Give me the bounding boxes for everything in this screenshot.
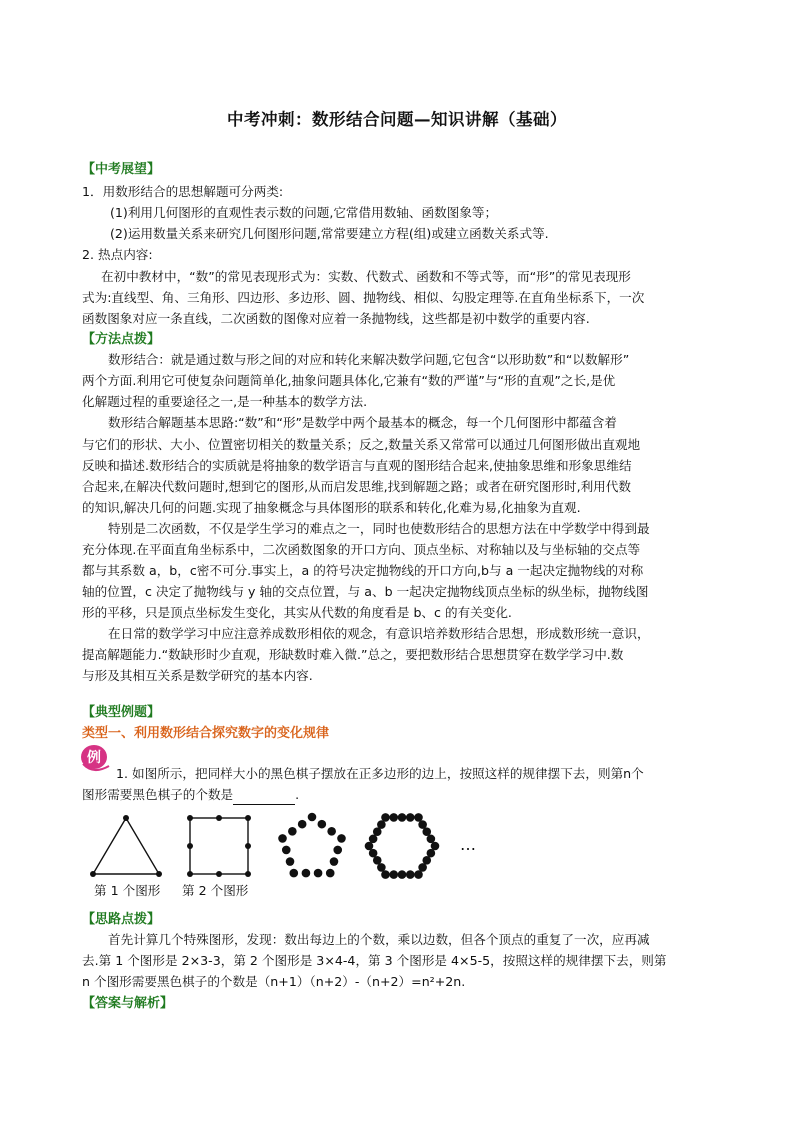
pentagon-stone — [318, 820, 327, 829]
square-stone — [245, 871, 251, 877]
section-outlook: 【中考展望】 — [82, 162, 161, 177]
pentagon-stone — [333, 846, 342, 855]
outlook-line-7: 函数图象对应一条直线，二次函数的图像对应着一条抛物线，这些都是初中数学的重要内容. — [82, 311, 590, 326]
hexagon-stone — [398, 813, 407, 822]
example-badge-icon — [79, 742, 113, 772]
section-method: 【方法点拨】 — [82, 332, 161, 347]
type-1-title: 类型一、利用数形结合探究数字的变化规律 — [82, 726, 330, 741]
section-answer: 【答案与解析】 — [82, 996, 174, 1011]
problem-line-2-text: 图形需要黑色棋子的个数是 — [82, 787, 234, 802]
pentagon-stone — [286, 857, 295, 866]
method-line-15: 提高解题能力.“数缺形时少直观，形缺数时难入微.”总之，要把数形结合思想贯穿在数学学习中.数 — [82, 647, 624, 662]
figure-pentagon-dots — [278, 813, 346, 878]
pentagon-stone — [330, 857, 339, 866]
square-stone — [187, 843, 193, 849]
hexagon-stone — [406, 870, 415, 879]
hexagon-stone — [389, 870, 398, 879]
pentagon-stone — [302, 869, 311, 878]
pentagon-stone — [288, 827, 297, 836]
figure-caption-1: 第 1 个图形 — [94, 883, 161, 898]
square-stone — [187, 871, 193, 877]
pentagon-stone — [326, 869, 335, 878]
pentagon-stone — [308, 813, 317, 822]
problem-line-2-end: . — [295, 787, 300, 802]
outlook-line-4: 2. 热点内容: — [82, 247, 153, 262]
pentagon-stone — [337, 834, 346, 843]
hexagon-stone — [398, 870, 407, 879]
method-line-4: 数形结合解题基本思路:“数”和“形”是数学中两个最基本的概念，每一个几何图形中都蕴含着 — [108, 415, 617, 430]
method-line-10: 充分体现.在平面直角坐标系中，二次函数图象的开口方向、顶点坐标、对称轴以及与坐标轴的交点等 — [82, 542, 641, 557]
pentagon-stone — [327, 827, 336, 836]
method-line-8: 的知识,解决几何的问题.实现了抽象概念与具体图形的联系和转化,化难为易,化抽象为直观. — [82, 500, 581, 515]
hexagon-stone — [406, 813, 415, 822]
figure-square — [190, 818, 248, 874]
hexagon-stone — [389, 813, 398, 822]
hexagon-stone — [427, 835, 436, 844]
figure-hexagon-dots — [365, 813, 440, 879]
hexagon-stone — [414, 870, 423, 879]
outlook-line-2: (1)利用几何图形的直观性表示数的问题,它常借用数轴、函数图象等； — [110, 205, 498, 220]
hexagon-stone — [381, 813, 390, 822]
method-line-3: 化解题过程的重要途径之一,是一种基本的数学方法. — [82, 394, 368, 409]
method-line-12: 轴的位置，c 决定了抛物线与 y 轴的交点位置，与 a、b 一起决定抛物线顶点坐标的纵坐标，抛物线图 — [82, 584, 649, 599]
outlook-line-6: 式为:直线型、角、三角形、四边形、多边形、圆、抛物线、相似、勾股定理等.在直角坐标系下，一次 — [82, 290, 645, 305]
pentagon-stone — [282, 846, 291, 855]
outlook-line-3: (2)运用数量关系来研究几何图形问题,常常要建立方程(组)或建立函数关系式等. — [110, 226, 549, 241]
pentagon-stone — [298, 820, 307, 829]
figure-square-dots — [187, 815, 251, 877]
method-line-1: 数形结合：就是通过数与形之间的对应和转化来解决数学问题,它包含“以形助数”和“以数解形” — [108, 352, 630, 367]
method-line-16: 与形及其相互关系是数学研究的基本内容. — [82, 668, 313, 683]
thinking-line-2: 去.第 1 个图形是 2×3-3，第 2 个图形是 3×4-4，第 3 个图形是 4×5-5，按照这样的规律摆下去，则第 — [82, 953, 667, 968]
pentagon-stone — [278, 834, 287, 843]
square-stone — [187, 815, 193, 821]
method-line-11: 都与其系数 a，b，c密不可分.事实上，a 的符号决定抛物线的开口方向,b与 a 一起决定抛物线的对称 — [82, 563, 644, 578]
section-examples: 【典型例题】 — [82, 705, 161, 720]
problem-line-1: 1. 如图所示，把同样大小的黑色棋子摆放在正多边形的边上，按照这样的规律摆下去，则第n个 — [116, 766, 644, 781]
square-stone — [216, 871, 222, 877]
pentagon-stone — [314, 869, 323, 878]
figure-caption-2: 第 2 个图形 — [182, 883, 249, 898]
figure-triangle — [90, 815, 162, 877]
square-stone — [245, 843, 251, 849]
method-line-14: 在日常的数学学习中应注意养成数形相依的观念，有意识培养数形结合思想，形成数形统一意识， — [108, 626, 650, 641]
polygon-figures — [82, 805, 482, 885]
figure-ellipsis: … — [460, 835, 476, 854]
thinking-line-1: 首先计算几个特殊图形，发现：数出每边上的个数，乘以边数，但各个顶点的重复了一次，应再减 — [108, 932, 650, 947]
problem-line-2 — [82, 784, 299, 805]
thinking-line-3: n 个图形需要黑色棋子的个数是（n+1）（n+2）-（n+2）=n²+2n. — [82, 974, 466, 989]
method-line-9: 特别是二次函数，不仅是学生学习的难点之一，同时也使数形结合的思想方法在中学数学中得到最 — [108, 521, 650, 536]
square-stone — [245, 815, 251, 821]
square-stone — [216, 815, 222, 821]
section-thinking: 【思路点拨】 — [82, 912, 161, 927]
method-line-7: 合起来,在解决代数问题时,想到它的图形,从而启发思维,找到解题之路；或者在研究图形时,利用代数 — [82, 479, 631, 494]
method-line-5: 与它们的形状、大小、位置密切相关的数量关系；反之,数量关系又常常可以通过几何图形做出直观地 — [82, 437, 641, 452]
method-line-2: 两个方面.利用它可使复杂问题简单化,抽象问题具体化,它兼有“数的严谨”与“形的直观”之长,是优 — [82, 373, 616, 388]
page-title: 中考冲刺：数形结合问题—知识讲解（基础） — [227, 110, 567, 129]
outlook-line-5: 在初中教材中，“数”的常见表现形式为：实数、代数式、函数和不等式等，而“形”的常见表现形 — [101, 269, 631, 284]
method-line-13: 形的平移，只是顶点坐标发生变化，其实从代数的角度看是 b、c 的有关变化. — [82, 605, 512, 620]
outlook-line-1: 1．用数形结合的思想解题可分两类: — [82, 184, 284, 199]
answer-blank — [233, 791, 295, 805]
example-badge-label: 例 — [87, 750, 101, 766]
pentagon-stone — [289, 869, 298, 878]
method-line-6: 反映和描述.数形结合的实质就是将抽象的数学语言与直观的图形结合起来,使抽象思维和形象思维结 — [82, 458, 632, 473]
